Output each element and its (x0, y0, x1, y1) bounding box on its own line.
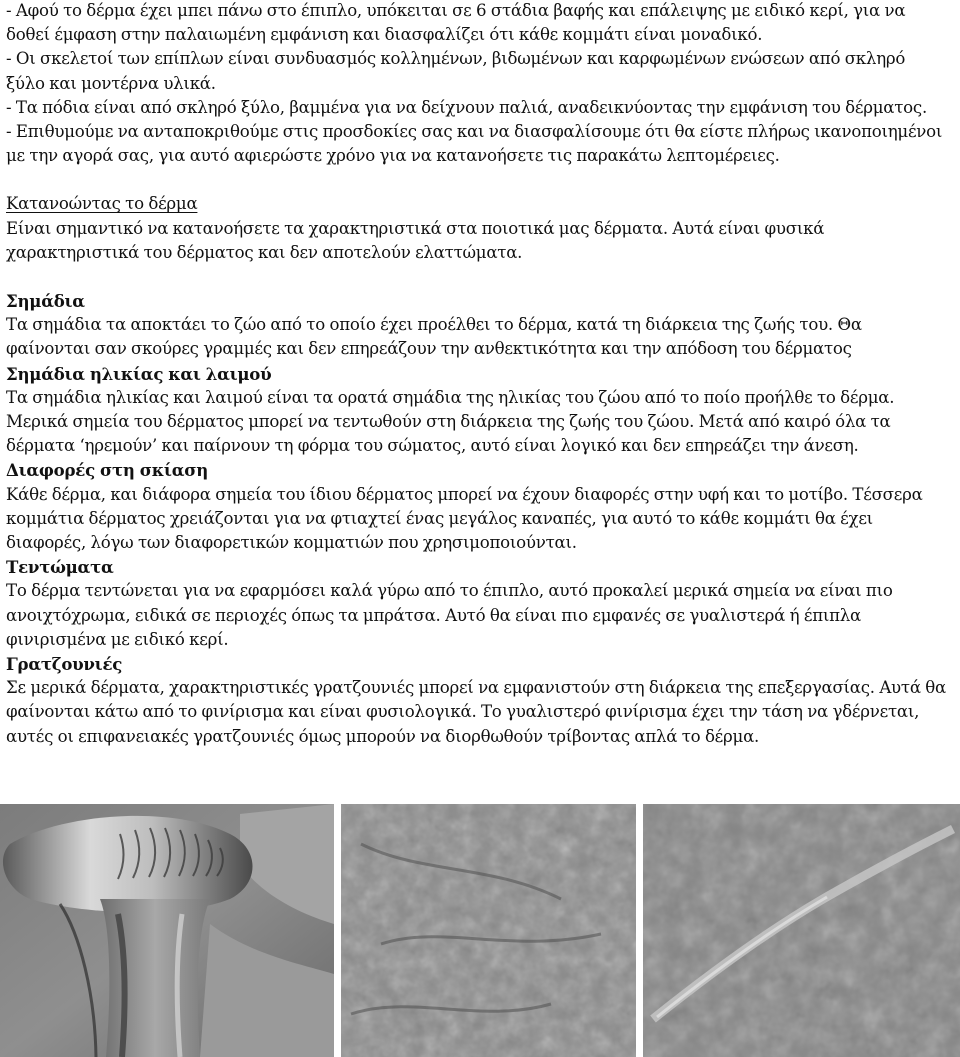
understanding-heading: Κατανοώντας το δέρμα (6, 194, 198, 214)
age-marks-line: Τα σημάδια ηλικίας και λαιμού είναι τα ορατά σημάδια της ηλικίας του ζώου από το ποίο προήλθε το δέρμα. (6, 387, 895, 407)
stretch-line: Το δέρμα τεντώνεται για να εφαρμόσει καλά γύρω από το έπιπλο, αυτό προκαλεί μερικά σημεία να είναι πιο (6, 581, 893, 601)
scratches-line: φαίνονται κάτω από το φινίρισμα και είναι φυσιολογικά. Το γυαλιστερό φινίρισμα έχει την τάση να γδέρνεται, (6, 702, 920, 722)
intro-line: - Επιθυμούμε να ανταποκριθούμε στις προσδοκίες σας και να διασφαλίσουμε ότι θα είστε πλήρως ικανοποιημένοι (6, 122, 943, 142)
understanding-line: Είναι σημαντικό να κατανοήσετε τα χαρακτηριστικά στα ποιοτικά μας δέρματα. Αυτά είναι φυσικά (6, 218, 825, 238)
stretch-line: ανοιχτόχρωμα, ειδικά σε περιοχές όπως τα μπράτσα. Αυτό θα είναι πιο εμφανές σε γυαλιστερά ή έπιπλα (6, 605, 862, 625)
age-marks-heading: Σημάδια ηλικίας και λαιμού (6, 363, 272, 384)
stretch-line: φινιρισμένα με ειδικό κερί. (6, 629, 229, 649)
shading-line: Κάθε δέρμα, και διάφορα σημεία του ίδιου δέρματος μπορεί να έχουν διαφορές στην υφή και το μοτίβο. Τέσσερα (6, 484, 923, 504)
intro-line: - Αφού το δέρμα έχει μπει πάνω στο έπιπλο, υπόκειται σε 6 στάδια βαφής και επάλειψης με ειδικό κερί, για να (6, 1, 906, 20)
intro-line: - Οι σκελετοί των επίπλων είναι συνδυασμός κολλημένων, βιδωμένων και καρφωμένων ενώσεων από σκληρό (6, 49, 906, 69)
leather-scratch-photo (643, 804, 960, 1057)
sofa-arm-photo (0, 804, 334, 1057)
age-marks-line: δέρματα ‘ηρεμούν’ και παίρνουν τη φόρμα του σώματος, αυτό είναι λογικό και δεν επηρεάζει την άνεση. (6, 436, 859, 456)
shading-heading: Διαφορές στη σκίαση (6, 460, 209, 481)
scratches-line: Σε μερικά δέρματα, χαρακτηριστικές γρατζουνιές μπορεί να εμφανιστούν στη διάρκεια της επεξεργασίας. Αυτά θα (6, 678, 947, 698)
shading-line: διαφορές, λόγω των διαφορετικών κομματιών που χρησιμοποιούνται. (6, 533, 577, 553)
shading-line: κομμάτια δέρματος χρειάζονται για να φτιαχτεί ένας μεγάλος καναπές, για αυτό το κάθε κομμάτι θα έχει (6, 508, 873, 528)
marks-line: Τα σημάδια τα αποκτάει το ζώο από το οποίο έχει προέλθει το δέρμα, κατά τη διάρκεια της ζωής του. Θα (6, 315, 862, 335)
document-body (6, 0, 960, 749)
intro-line: δοθεί έμφαση στην παλαιωμένη εμφάνιση και διασφαλίζει ότι κάθε κομμάτι είναι μοναδικό. (6, 25, 763, 45)
intro-line: με την αγορά σας, για αυτό αφιερώστε χρόνο για να κατανοήσετε τις παρακάτω λεπτομέρειες. (6, 146, 780, 166)
photo-strip (0, 804, 960, 1057)
marks-line: φαίνονται σαν σκούρες γραμμές και δεν επηρεάζουν την ανθεκτικότητα και την απόδοση του δέρματος (6, 339, 852, 359)
scratches-heading: Γρατζουνιές (6, 654, 123, 675)
intro-line: ξύλο και μοντέρνα υλικά. (6, 73, 216, 93)
marks-heading: Σημάδια (6, 291, 85, 312)
intro-line: - Τα πόδια είναι από σκληρό ξύλο, βαμμένα για να δείχνουν παλιά, αναδεικνύοντας την εμφάνιση του δέρματος. (6, 97, 927, 117)
leather-marks-photo (341, 804, 636, 1057)
age-marks-line: Μερικά σημεία του δέρματος μπορεί να τεντωθούν στη διάρκεια της ζωής του ζώου. Μετά από καιρό όλα τα (6, 412, 891, 432)
scratches-line: αυτές οι επιφανειακές γρατζουνιές όμως μπορούν να διορθωθούν τρίβοντας απλά το δέρμα. (6, 726, 760, 746)
stretch-heading: Τεντώματα (6, 557, 114, 578)
understanding-line: χαρακτηριστικά του δέρματος και δεν αποτελούν ελαττώματα. (6, 242, 523, 262)
